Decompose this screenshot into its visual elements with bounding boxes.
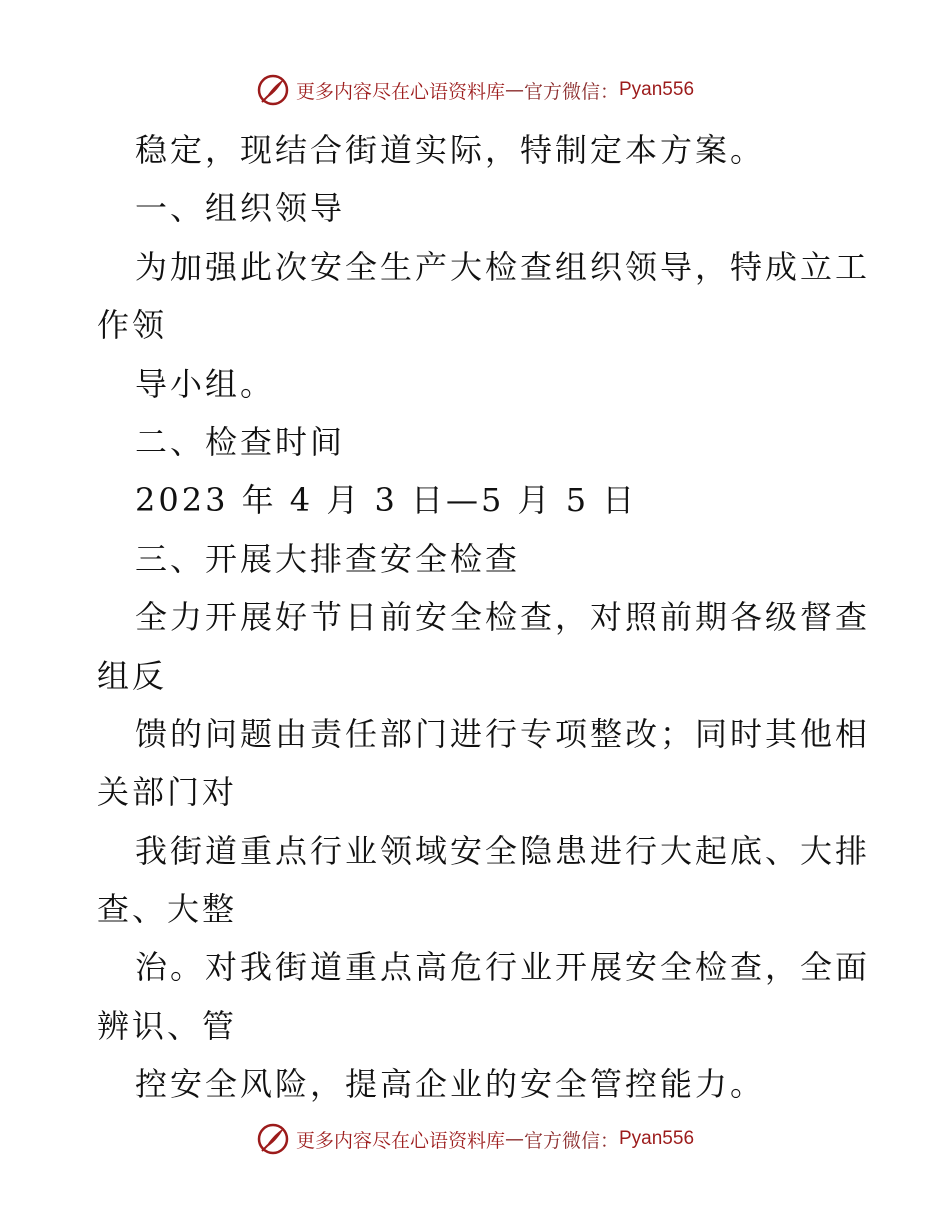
body-line: 作领 [97, 306, 168, 345]
body-line: 治。对我街道重点高危行业开展安全检查，全面 [135, 948, 871, 987]
banner-separator: — [504, 1128, 524, 1150]
body-line: 馈的问题由责任部门进行专项整改；同时其他相 [135, 714, 871, 753]
body-line: 辨识、管 [97, 1006, 238, 1045]
banner-text: 更多内容尽在心语资料库 [295, 1129, 505, 1152]
body-line: 全力开展好节日前安全检查，对照前期各级督查 [135, 598, 871, 637]
body-line: 2023 年 4 月 3 日—5 月 5 日 [135, 481, 638, 520]
body-line: 二、检查时间 [135, 422, 346, 461]
footer-banner [0, 1119, 950, 1159]
banner-separator: — [504, 79, 524, 101]
body-line: 为加强此次安全生产大检查组织领导，特成立工 [135, 247, 871, 286]
banner-wechat-id: Pyan556 [619, 1128, 695, 1149]
feather-quill-icon [256, 73, 290, 107]
body-line: 稳定，现结合街道实际，特制定本方案。 [135, 131, 766, 169]
banner-wechat-label: 官方微信： [523, 80, 619, 103]
banner-text: 更多内容尽在心语资料库 [295, 80, 505, 103]
banner-wechat-label: 官方微信： [523, 1129, 619, 1152]
header-banner [0, 70, 950, 110]
body-line: 我街道重点行业领域安全隐患进行大起底、大排 [135, 831, 871, 870]
body-line: 控安全风险，提高企业的安全管控能力。 [135, 1065, 766, 1104]
body-line: 导小组。 [135, 364, 276, 403]
feather-quill-icon [256, 1122, 290, 1156]
body-line: 关部门对 [97, 773, 238, 812]
body-line: 查、大整 [97, 890, 238, 929]
body-line: 一、组织领导 [135, 189, 346, 228]
document-body [97, 121, 871, 1114]
banner-wechat-id: Pyan556 [619, 79, 695, 100]
body-line: 组反 [97, 656, 168, 695]
body-line: 三、开展大排查安全检查 [135, 539, 521, 578]
